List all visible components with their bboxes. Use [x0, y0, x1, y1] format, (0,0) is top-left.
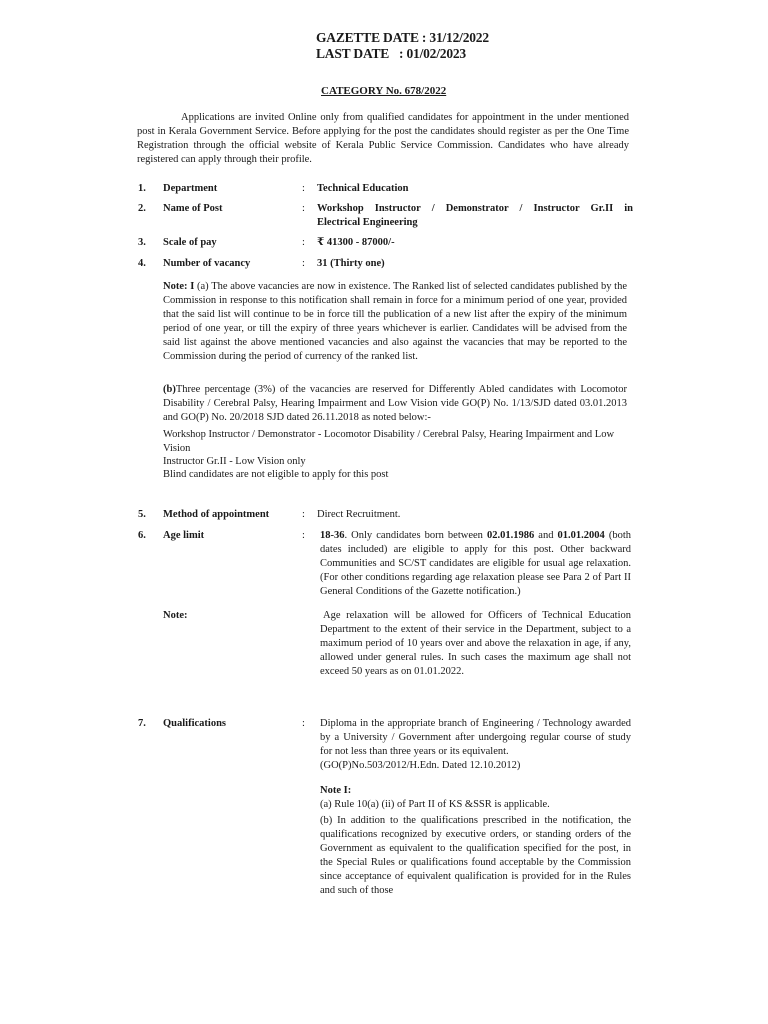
age-text-and: and [534, 530, 558, 541]
item-label-qualifications: Qualifications [163, 718, 227, 729]
item-label-age: Age limit [163, 530, 205, 541]
note-lead: Note: I [163, 281, 195, 292]
department-value: Technical Education [317, 183, 409, 194]
birth-date-to: 01.01.2004 [557, 530, 605, 541]
note-b-text: Three percentage (3%) of the vacancies are reserved for Differently Abled candidates with Locomotor Disability / Cerebral Palsy, Hearing Impairment and Low Vision vide GO(P) No. 1/13/SJD dated 03.01.2013 and GO(P) No. 20/2018 SJD dated 26.11.2018 as noted below:- [163, 384, 627, 423]
reservation-line: Workshop Instructor / Demonstrator - Locomotor Disability / Cerebral Palsy, Hearing Impairment and Low Vision [163, 429, 615, 454]
item-colon: : [302, 718, 305, 729]
item-colon: : [302, 509, 305, 520]
pay-scale-value: ₹ 41300 - 87000/- [317, 237, 395, 248]
item-number: 1. [138, 183, 146, 194]
qualification-note-a: (a) Rule 10(a) (ii) of Part II of KS &SSR is applicable. [320, 799, 550, 810]
age-limit-text [320, 529, 631, 599]
age-note-label: Note: [163, 610, 188, 621]
vacancy-value: 31 (Thirty one) [317, 258, 385, 269]
age-range: 18-36 [320, 530, 345, 541]
post-name-line2: Electrical Engineering [317, 217, 418, 228]
note-1b [163, 383, 627, 425]
age-text-mid: . Only candidates born between [344, 530, 487, 541]
qualification-text: Diploma in the appropriate branch of Engineering / Technology awarded by a University / Government after undergoing regular course of study for not less than three years or its equivalent. [320, 718, 631, 757]
item-colon: : [302, 258, 305, 269]
birth-date-from: 02.01.1986 [486, 530, 535, 541]
intro-paragraph: Applications are invited Online only from qualified candidates for appointment in the under mentioned post in Kerala Government Service. Before applying for the post the candidates should register as per the One Time Registration through the official website of Kerala Public Service Commission. Candidates who have already registered can apply through their profile. [137, 112, 629, 165]
item-colon: : [302, 530, 305, 541]
note-text: (a) The above vacancies are now in existence. The Ranked list of selected candidates published by the Commission in response to this notification shall remain in force for a minimum period of one year, provided that the said list will continue to be in force till the publication of a new list after the expiry of the minimum period of one year, or till the expiry of three years whichever is earlier. Candidates will be advised from the said list against the above mentioned vacancies and also against the vacancies that may be reported to the Commission during the period of currency of the ranked list. [163, 281, 627, 362]
item-number: 2. [138, 203, 146, 214]
qualification-go-ref: (GO(P)No.503/2012/H.Edn. Dated 12.10.2012) [320, 760, 521, 771]
age-text-rest: (both dates included) are eligible to apply for this post. Other backward Communities and SC/ST candidates are eligible for usual age relaxation. (For other conditions regarding age relaxation please see Para 2 of Part II General Conditions of the Gazette notification.) [320, 530, 631, 597]
note-b-lead: (b) [163, 384, 176, 395]
item-label-vacancy: Number of vacancy [163, 258, 251, 269]
note-1a [163, 280, 627, 364]
reservation-line: Blind candidates are not eligible to apply for this post [163, 469, 389, 480]
item-label-method: Method of appointment [163, 509, 270, 520]
item-label-department: Department [163, 183, 218, 194]
item-number: 6. [138, 530, 146, 541]
item-number: 5. [138, 509, 146, 520]
method-value: Direct Recruitment. [317, 509, 401, 520]
post-name-line1: Workshop Instructor / Demonstrator / Instructor Gr.II in [317, 203, 633, 214]
gazette-date: GAZETTE DATE : 31/12/2022 [316, 30, 489, 45]
qualification-note-label: Note I: [320, 785, 352, 796]
item-number: 4. [138, 258, 146, 269]
age-note-text: Age relaxation will be allowed for Officers of Technical Education Department to the extent of their service in the Department, subject to a maximum period of 10 years over and above the relaxation in age, if any, allowed under general rules. In such cases the maximum age shall not exceed 50 years as on 01.01.2022. [320, 610, 631, 677]
last-date-label: LAST DATE [316, 46, 390, 61]
reservation-line: Instructor Gr.II - Low Vision only [163, 456, 306, 467]
item-colon: : [302, 237, 305, 248]
last-date-value: : 01/02/2023 [399, 46, 466, 61]
item-colon: : [302, 203, 305, 214]
qualification-note-b: (b) In addition to the qualifications prescribed in the notification, the qualifications recognized by executive orders, or standing orders of the Government as equivalent to the qualification specified for the post, in the Special Rules or qualifications found acceptable by the Commission since acceptance of equivalent qualification is provided for in the Rules and such of those [320, 815, 631, 896]
item-number: 3. [138, 237, 146, 248]
item-colon: : [302, 183, 305, 194]
item-label-post: Name of Post [163, 203, 223, 214]
category-number: CATEGORY No. 678/2022 [321, 85, 447, 97]
item-number: 7. [138, 718, 146, 729]
item-label-pay: Scale of pay [163, 237, 217, 248]
